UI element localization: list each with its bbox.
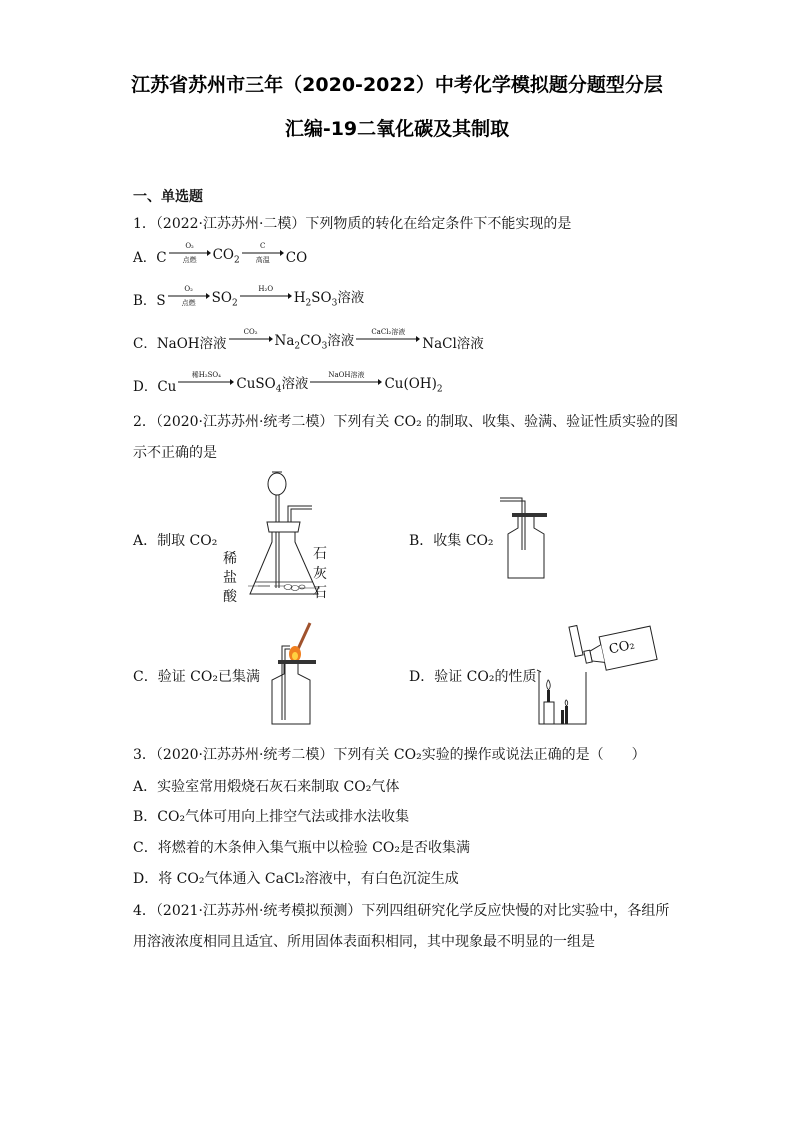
co2-generation-apparatus-figure bbox=[240, 470, 350, 608]
arrow-line-icon bbox=[229, 336, 273, 342]
arrow-line-icon bbox=[310, 379, 382, 385]
arrow-condition-top: CO₂ bbox=[243, 327, 258, 336]
question-2-stem-line1: 2．（2020·江苏苏州·统考二模）下列有关 CO₂ 的制取、收集、验满、验证性质实验的图 bbox=[133, 414, 679, 430]
acid-label-2: 盐 bbox=[223, 570, 237, 586]
reaction-arrow bbox=[356, 328, 420, 350]
formula: $H_2SO_3$溶液 bbox=[293, 290, 365, 309]
q2-option-d-label[interactable]: D．验证 CO₂的性质 bbox=[409, 669, 537, 685]
arrow-line-icon bbox=[356, 336, 420, 342]
question-3-stem: 3．（2020·江苏苏州·统考二模）下列有关 CO₂实验的操作或说法正确的是（ ） bbox=[133, 747, 646, 763]
reaction-arrow bbox=[240, 285, 292, 307]
question-4-stem-line2: 用溶液浓度相同且适宜、所用固体表面积相同，其中现象最不明显的一组是 bbox=[133, 934, 595, 950]
q1-option-c[interactable] bbox=[133, 329, 484, 352]
stone-label-3: 石 bbox=[313, 585, 327, 601]
acid-label-1: 稀 bbox=[223, 551, 237, 567]
formula: $Cu(OH)_2$ bbox=[384, 376, 443, 395]
question-4-stem-line1: 4．（2021·江苏苏州·统考模拟预测）下列四组研究化学反应快慢的对比实验中，各组所 bbox=[133, 903, 670, 919]
co2-property-candles-figure bbox=[534, 618, 658, 730]
reaction-arrow bbox=[229, 328, 273, 350]
q1-option-b[interactable] bbox=[133, 286, 364, 309]
section-heading: 一、单选题 bbox=[133, 189, 203, 205]
formula: S bbox=[156, 292, 166, 309]
arrow-condition-top: O₂ bbox=[185, 242, 194, 250]
arrow-condition-bottom: 点燃 bbox=[181, 298, 196, 307]
arrow-condition-top: O₂ bbox=[184, 284, 193, 293]
acid-label-3: 酸 bbox=[223, 589, 237, 605]
q1-option-a[interactable] bbox=[133, 244, 307, 266]
question-1-stem: 1．（2022·江苏苏州·二模）下列物质的转化在给定条件下不能实现的是 bbox=[133, 216, 572, 232]
reaction-arrow bbox=[310, 371, 382, 393]
formula: Cu bbox=[157, 378, 177, 395]
q3-option-c[interactable]: C．将燃着的木条伸入集气瓶中以检验 CO₂是否收集满 bbox=[133, 840, 470, 856]
reaction-arrow bbox=[168, 285, 210, 307]
reaction-arrow bbox=[242, 242, 284, 264]
q2-option-a-label[interactable]: A．制取 CO₂ bbox=[133, 533, 218, 549]
arrow-condition-top: C bbox=[260, 242, 266, 250]
formula: NaOH溶液 bbox=[156, 335, 227, 352]
formula: $CO_2$ bbox=[212, 247, 240, 266]
formula: C bbox=[156, 250, 167, 266]
arrow-condition-bottom: 点燃 bbox=[182, 256, 197, 264]
bottle-co2-label: CO₂ bbox=[607, 637, 637, 658]
page-title-line1: 江苏省苏州市三年（2020-2022）中考化学模拟题分题型分层 bbox=[131, 74, 663, 96]
option-letter: A． bbox=[133, 250, 157, 266]
reaction-arrow bbox=[178, 371, 234, 393]
reaction-arrow bbox=[169, 242, 211, 264]
page-title-line2: 汇编-19二氧化碳及其制取 bbox=[284, 118, 510, 140]
formula: $SO_2$ bbox=[211, 290, 238, 309]
stone-label-1: 石 bbox=[313, 546, 327, 562]
option-letter: B． bbox=[133, 292, 157, 309]
q3-option-a[interactable]: A．实验室常用煅烧石灰石来制取 CO₂气体 bbox=[133, 779, 400, 795]
q2-option-b-label[interactable]: B．收集 CO₂ bbox=[409, 533, 494, 549]
arrow-condition-top: CaCl₂溶液 bbox=[371, 327, 406, 336]
q3-option-b[interactable]: B．CO₂气体可用向上排空气法或排水法收集 bbox=[133, 809, 410, 825]
option-letter: D． bbox=[133, 378, 158, 395]
option-letter: C． bbox=[133, 335, 157, 352]
stone-label-2: 灰 bbox=[313, 566, 327, 582]
formula: CO bbox=[285, 250, 308, 266]
q1-option-d[interactable] bbox=[133, 372, 443, 395]
arrow-line-icon bbox=[240, 293, 292, 299]
arrow-line-icon bbox=[178, 379, 234, 385]
co2-full-test-figure bbox=[260, 620, 326, 728]
question-2-stem-line2: 示不正确的是 bbox=[133, 445, 217, 461]
arrow-condition-top: 稀H₂SO₄ bbox=[191, 370, 221, 379]
gas-collection-bottle-figure bbox=[498, 494, 550, 582]
q3-option-d[interactable]: D．将 CO₂气体通入 CaCl₂溶液中，有白色沉淀生成 bbox=[133, 871, 459, 887]
arrow-condition-bottom: 高温 bbox=[255, 256, 270, 264]
formula: $Na_2CO_3$溶液 bbox=[274, 333, 355, 352]
formula: NaCl溶液 bbox=[422, 335, 484, 352]
formula: CuSO$_4$溶液 bbox=[236, 376, 309, 395]
arrow-condition-top: H₂O bbox=[258, 284, 274, 293]
arrow-condition-top: NaOH溶液 bbox=[328, 370, 365, 379]
q2-option-c-label[interactable]: C．验证 CO₂已集满 bbox=[133, 669, 260, 685]
